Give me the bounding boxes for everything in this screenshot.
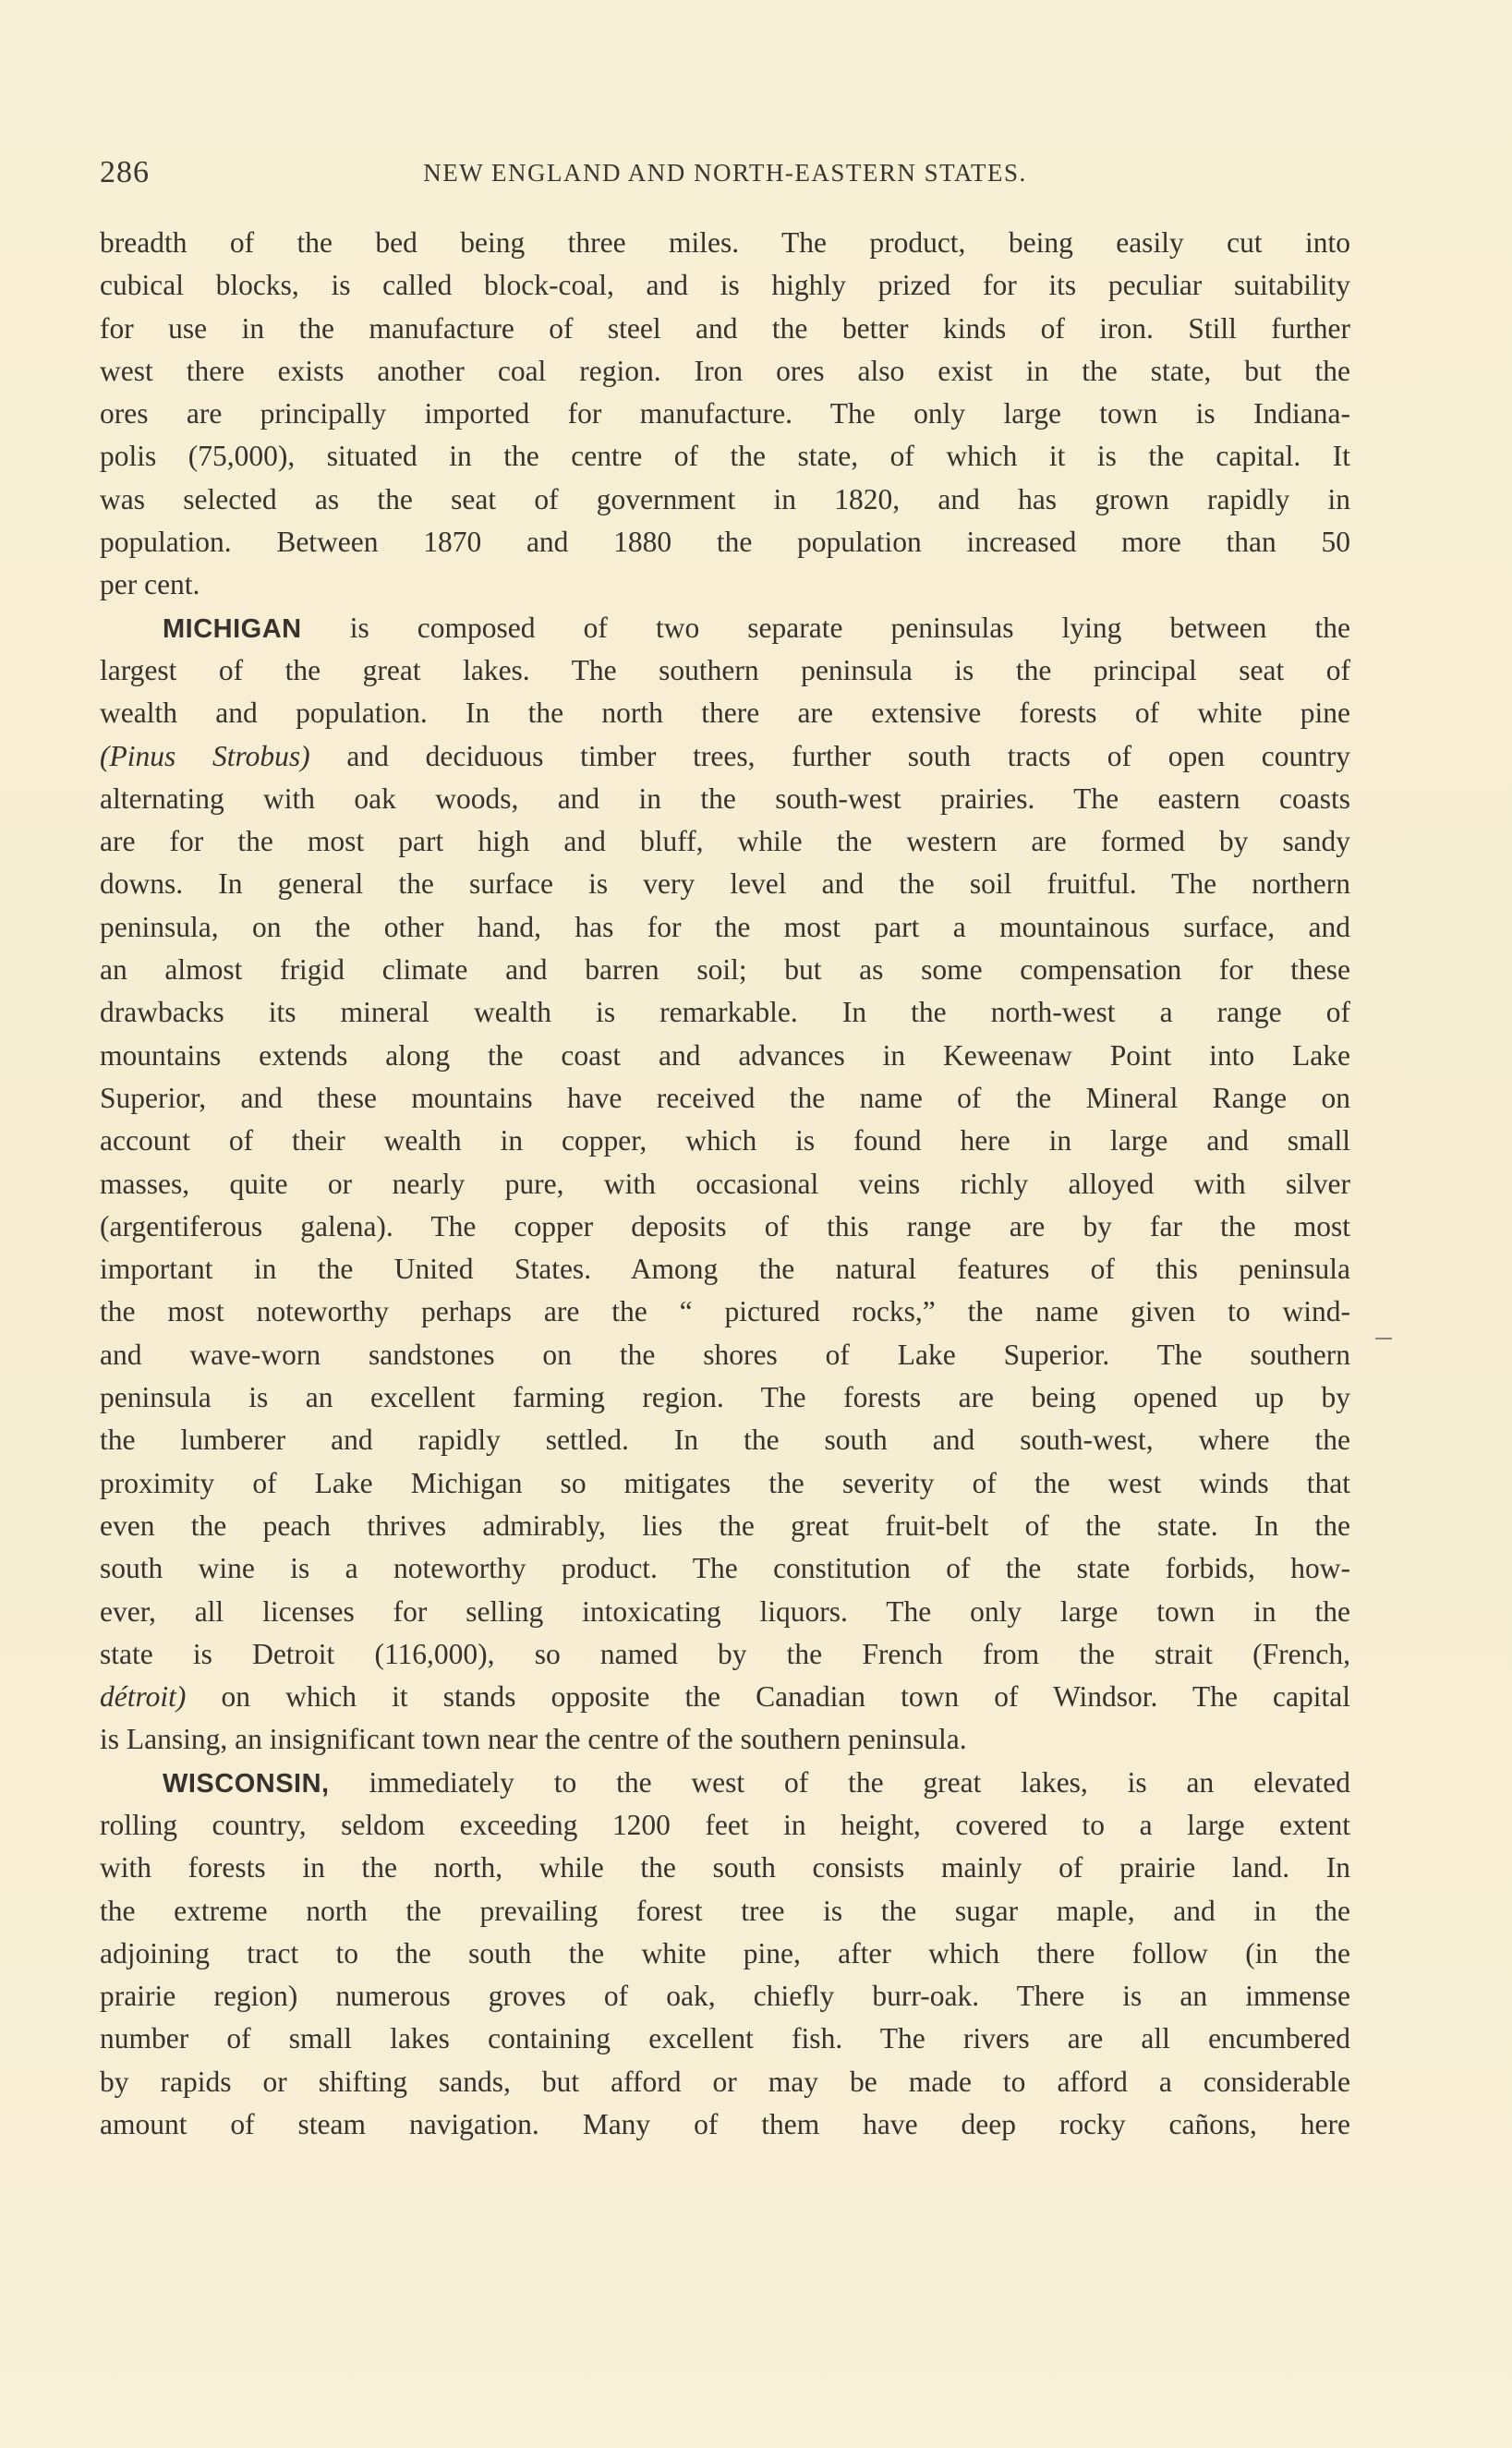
text-line: largest of the great lakes. The southern peninsula is the principal seat of — [100, 653, 1350, 686]
text-line: with forests in the north, while the south consists mainly of prairie land. In — [100, 1851, 1350, 1884]
text-line: for use in the manufacture of steel and the better kinds of iron. Still further — [100, 311, 1350, 345]
text-line: alternating with oak woods, and in the south-west prairies. The eastern coasts — [100, 782, 1350, 815]
text-line: number of small lakes containing excellent fish. The rivers are all encumbered — [100, 2022, 1350, 2055]
text-line: west there exists another coal region. Iron ores also exist in the state, but the — [100, 354, 1350, 387]
text-line: cubical blocks, is called block-coal, and is highly prized for its peculiar suitability — [100, 269, 1350, 302]
text-line — [100, 1676, 1350, 1718]
text-line: peninsula, on the other hand, has for the most part a mountainous surface, and — [100, 910, 1350, 943]
line-text: immediately to the west of the great lakes, is an elevated — [369, 1765, 1350, 1799]
text-line: rolling country, seldom exceeding 1200 feet in height, covered to a large extent — [100, 1808, 1350, 1841]
section-heading-wisconsin: WISCONSIN, — [163, 1768, 330, 1799]
text-line: was selected as the seat of government in 1820, and has grown rapidly in — [100, 482, 1350, 515]
text-line: amount of steam navigation. Many of them have deep rocky cañons, here — [100, 2108, 1350, 2141]
page-header — [100, 155, 1350, 200]
text-line: important in the United States. Among the natural features of this peninsula — [100, 1253, 1350, 1286]
text-line: breadth of the bed being three miles. The product, being easily cut into — [100, 226, 1350, 259]
text-line — [100, 1762, 1350, 1804]
running-head: NEW ENGLAND AND NORTH-EASTERN STATES. — [423, 159, 1027, 187]
text-line: is Lansing, an insignificant town near the centre of the southern peninsula. — [100, 1723, 967, 1756]
text-line: by rapids or shifting sands, but afford or may be made to afford a considerable — [100, 2065, 1350, 2098]
text-line: ever, all licenses for selling intoxicating liquors. The only large town in the — [100, 1594, 1350, 1628]
line-text: is composed of two separate peninsulas lying between the — [349, 611, 1350, 644]
text-line: the most noteworthy perhaps are the “ pictured rocks,” the name given to wind- — [100, 1295, 1350, 1328]
text-line: wealth and population. In the north there are extensive forests of white pine — [100, 697, 1350, 730]
section-heading-michigan: MICHIGAN — [163, 613, 302, 644]
text-line: prairie region) numerous groves of oak, chiefly burr-oak. There is an immense — [100, 1980, 1350, 2013]
text-line: drawbacks its mineral wealth is remarkable. In the north-west a range of — [100, 996, 1350, 1029]
text-line — [100, 735, 1350, 778]
text-line: an almost frigid climate and barren soil; but as some compensation for these — [100, 953, 1350, 987]
text-line: south wine is a noteworthy product. The constitution of the state forbids, how- — [100, 1552, 1350, 1585]
text-line: per cent. — [100, 568, 200, 601]
text-line: the lumberer and rapidly settled. In the south and south-west, where the — [100, 1424, 1350, 1457]
text-line: Superior, and these mountains have received the name of the Mineral Range on — [100, 1081, 1350, 1114]
page-number: 286 — [100, 155, 150, 189]
text-line: polis (75,000), situated in the centre of the state, of which it is the capital. It — [100, 440, 1350, 473]
line-text: on which it stands opposite the Canadian town of Windsor. The capital — [221, 1680, 1351, 1714]
text-line: population. Between 1870 and 1880 the population increased more than 50 — [100, 526, 1350, 559]
text-line: state is Detroit (116,000), so named by the French from the strait (French, — [100, 1637, 1350, 1670]
text-line: masses, quite or nearly pure, with occasional veins richly alloyed with silver — [100, 1167, 1350, 1200]
text-line: proximity of Lake Michigan so mitigates the severity of the west winds that — [100, 1466, 1350, 1499]
text-line: account of their wealth in copper, which is found here in large and small — [100, 1124, 1350, 1157]
text-line: are for the most part high and bluff, while the western are formed by sandy — [100, 825, 1350, 858]
text-line — [100, 607, 1350, 649]
body-text — [100, 222, 1350, 2146]
text-line: mountains extends along the coast and advances in Keweenaw Point into Lake — [100, 1038, 1350, 1072]
text-line: ores are principally imported for manufacture. The only large town is Indiana- — [100, 397, 1350, 430]
text-line: downs. In general the surface is very level and the soil fruitful. The northern — [100, 867, 1350, 901]
text-line: adjoining tract to the south the white pine, after which there follow (in the — [100, 1936, 1350, 1969]
margin-mark — [1375, 1338, 1392, 1339]
latin-name: (Pinus Strobus) — [100, 739, 310, 772]
text-line: even the peach thrives admirably, lies the great fruit-belt of the state. In the — [100, 1509, 1350, 1542]
french-word: détroit) — [100, 1680, 187, 1714]
text-line: the extreme north the prevailing forest tree is the sugar maple, and in the — [100, 1894, 1350, 1927]
text-line: peninsula is an excellent farming region. The forests are being opened up by — [100, 1381, 1350, 1414]
line-text: and deciduous timber trees, further south tracts of open country — [346, 739, 1350, 772]
text-line: (argentiferous galena). The copper deposits of this range are by far the most — [100, 1209, 1350, 1242]
text-line: and wave-worn sandstones on the shores of Lake Superior. The southern — [100, 1338, 1350, 1371]
